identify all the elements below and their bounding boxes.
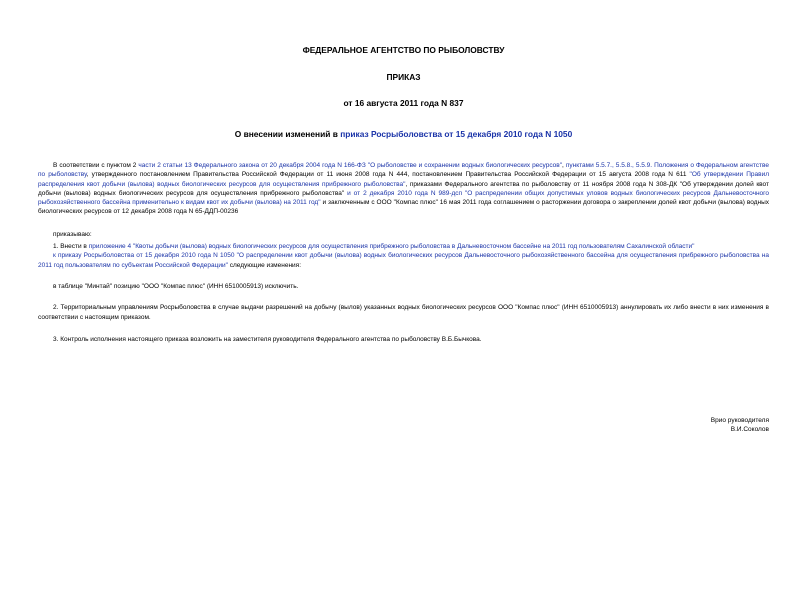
preamble-text-2: , — [562, 162, 566, 169]
preamble-paragraph — [38, 161, 769, 217]
document-page — [0, 45, 807, 616]
preamble-link-rules[interactable]: "Об утверждении Правил распределения квот добычи (вылова) водных биологических ресурсов для осуществления прибрежного рыболовства" — [38, 171, 770, 188]
preamble-link-regulation[interactable]: пунктами 5.5.7., 5.5.8., 5.5.9. Положения о Федеральном агентстве по рыболовству — [38, 162, 769, 179]
document-subject — [38, 129, 769, 140]
agency-title: ФЕДЕРАЛЬНОЕ АГЕНТСТВО ПО РЫБОЛОВСТВУ — [302, 45, 505, 55]
subject-link[interactable]: приказ Росрыболовства от 15 декабря 2010 года N 1050 — [340, 129, 573, 139]
item-2-paragraph: 2. Территориальным управлениям Росрыболовства в случае выдачи разрешений на добычу (вылов) указанных водных биологических ресурсов ООО "Компас плюс" (ИНН 6510005913) аннулировать их либо внести в них изменения в соответствии с настоящим приказом. — [38, 304, 769, 321]
item-1-text: 1. Внести в — [53, 243, 89, 251]
signature-block — [711, 416, 769, 435]
signature-name: В.И.Соколов — [730, 426, 769, 434]
item-1-paragraph — [38, 242, 769, 251]
preamble-text-4: , приказами Федерального агентства по рыболовству от 11 ноября 2008 года N 308-ДК "Об утверждении долей квот добычи (вылова) водных биологических ресурсов для осуществления прибрежного рыболовства" — [38, 180, 769, 197]
item-1-text-2: следующие изменения: — [227, 261, 302, 269]
preamble-link-law[interactable]: части 2 статьи 13 Федерального закона от 20 декабря 2004 года N 166-ФЗ "О рыболовстве и сохранении водных биологических ресурсов" — [138, 162, 563, 169]
item-1-link-appendix[interactable]: приложение 4 "Квоты добычи (вылова) водных биологических ресурсов для осуществления прибрежного рыболовства в Дальневосточном бассейне на 2011 год пользователям Сахалинской области" — [88, 243, 695, 251]
preamble-text-3: , утвержденного постановлением Правительства Российской Федерации от 11 июня 2008 года N 444, постановлением Правительства Российской Федерации от 15 августа 2008 года N 611 — [86, 171, 690, 179]
preamble-text-1: В соответствии с пунктом 2 — [53, 162, 139, 169]
document-date-number: от 16 августа 2011 года N 837 — [343, 98, 464, 108]
signature-position: Врио руководителя — [710, 417, 769, 424]
document-type: ПРИКАЗ — [386, 72, 421, 82]
preamble-text-5: и заключенным с ООО "Компас плюс" 16 мая 2011 года соглашением о расторжении договора о закреплении долей квот добычи (вылова) водных биологических ресурсов от 12 декабря 2008 года N 65-ДДП-00236 — [38, 199, 769, 216]
preamble-link-order-989[interactable]: и от 2 декабря 2010 года N 989-дсп "О распределении общих допустимых уловов водных биологических ресурсов Дальневосточного рыбохозяйственного бассейна применительно к видам квот их добычи (вылова) на 2011 год" — [38, 189, 769, 207]
item-1-change: в таблице "Минтай" позицию "ООО "Компас плюс" (ИНН 6510005913) исключить. — [53, 282, 299, 290]
subject-prefix: О внесении изменений в — [234, 129, 341, 139]
item-1-link-order[interactable]: к приказу Росрыболовства от 15 декабря 2010 года N 1050 "О распределении квот добычи (вылова) водных биологических ресурсов Дальневосточного рыбохозяйственного бассейна для осуществления прибрежного рыболовства на 2011 год пользователям по субъектам Российской Федерации" — [38, 252, 769, 269]
item-3-paragraph: 3. Контроль исполнения настоящего приказа возложить на заместителя руководителя Федерального агентства по рыболовству В.Б.Бычкова. — [53, 335, 482, 343]
order-word: приказываю: — [53, 230, 92, 238]
item-1-continuation — [38, 251, 769, 270]
